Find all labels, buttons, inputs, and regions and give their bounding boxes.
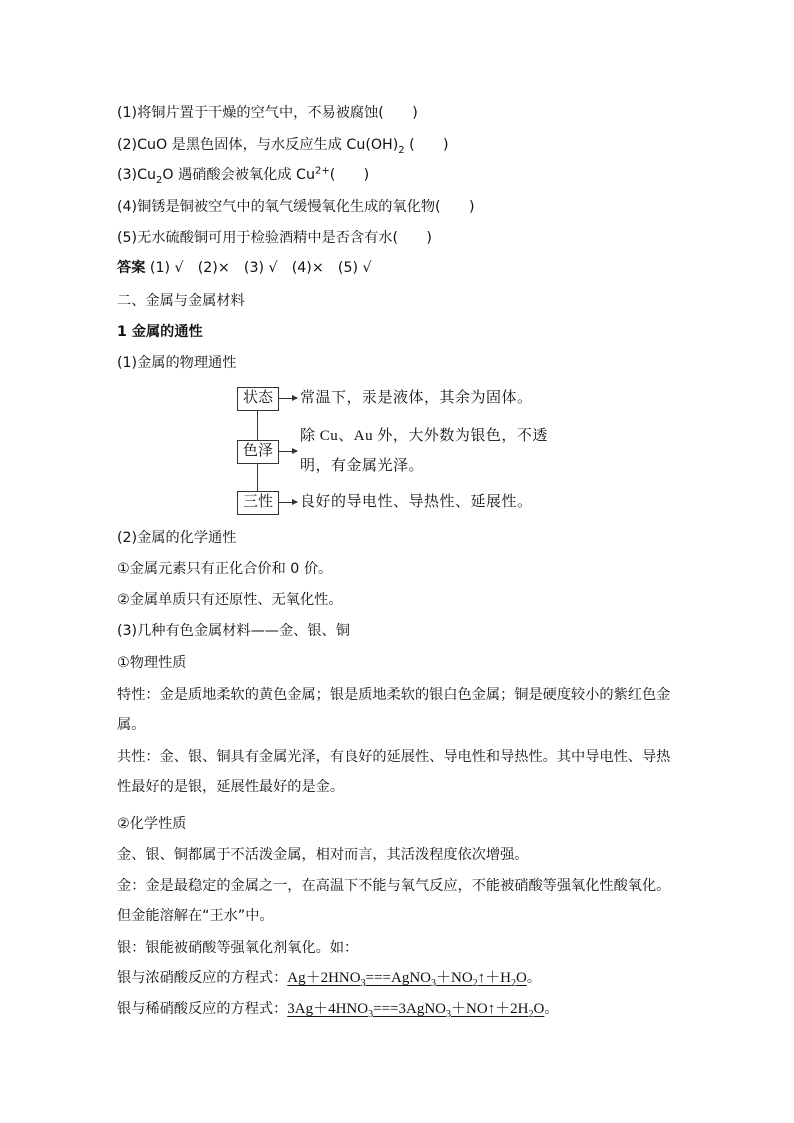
diagram-text-state: 常温下，汞是液体，其余为固体。 <box>300 390 533 406</box>
question-4: (4)铜锈是铜被空气中的氧气缓慢氧化生成的氧化物( ) <box>117 199 475 215</box>
section-title: 二、金属与金属材料 <box>117 293 245 309</box>
diagram-text-color-2: 明，有金属光泽。 <box>300 458 425 474</box>
subsection-physical: (1)金属的物理通性 <box>117 355 237 371</box>
question-5: (5)无水硫酸铜可用于检验酒精中是否含有水( ) <box>117 230 432 246</box>
diagram-box-state: 状态 <box>237 387 279 411</box>
answer-label: 答案 <box>117 260 146 276</box>
question-1: (1)将铜片置于干燥的空气中，不易被腐蚀( ) <box>117 105 418 121</box>
diagram-arrow-state <box>279 398 297 399</box>
diagram-arrow-color <box>279 451 297 452</box>
common-properties: 共性：金、银、铜具有金属光泽，有良好的延展性、导电性和导热性。其中导电性、导热性最好的是银，延展性最好的是金。 <box>117 749 671 795</box>
special-properties: 特性：金是质地柔软的黄色金属；银是质地柔软的银白色金属；铜是硬度较小的紫红色金属。 <box>117 687 671 733</box>
question-3: $(3)Cu_2O$ 遇硝酸会被氧化成 $Cu^{2+}$( ) <box>117 165 370 186</box>
chem-point-1: ①金属元素只有正化合价和 0 价。 <box>117 561 333 577</box>
equation-2: $3Ag+4HNO_3===3AgNO_3+NO↑+2H_2O$ <box>287 1001 545 1020</box>
chemical-heading: ②化学性质 <box>117 816 187 832</box>
chem-point-2: ②金属单质只有还原性、无氧化性。 <box>117 592 343 608</box>
question-2: (2)CuO 是黑色固体，与水反应生成 $Cu(OH)_2$ ( ) <box>117 137 449 156</box>
answer-values: (1) √ (2)× (3) √ (4)× (5) √ <box>149 260 372 276</box>
subsection-title: 1 金属的通性 <box>117 324 203 340</box>
physical-heading: ①物理性质 <box>117 655 187 671</box>
chem-heading: (2)金属的化学通性 <box>117 530 237 546</box>
diagram-box-three: 三性 <box>237 491 279 515</box>
equation-concentrated: 银与浓硝酸反应的方程式：$Ag+2HNO_3===AgNO_3+NO_2↑+H_2O$。 <box>117 970 542 989</box>
gold-text: 金：金是最稳定的金属之一，在高温下不能与氧气反应，不能被硝酸等强氧化性酸氧化。但金能溶解在“王水”中。 <box>117 878 671 924</box>
diagram-text-color-1: 除 Cu、Au 外，大外数为银色，不透 <box>300 428 548 444</box>
answer-line <box>117 258 372 278</box>
equation-dilute: 银与稀硝酸反应的方程式：$3Ag+4HNO_3===3AgNO_3+NO↑+2H_2O$。 <box>117 1001 559 1020</box>
diagram-box-color: 色泽 <box>237 440 279 464</box>
equation-1: $Ag+2HNO_3===AgNO_3+NO_2↑+H_2O$ <box>287 970 527 989</box>
nonferrous-heading: (3)几种有色金属材料——金、银、铜 <box>117 623 350 639</box>
diagram-arrow-three <box>279 502 297 503</box>
diagram-text-three: 良好的导电性、导热性、延展性。 <box>300 494 533 510</box>
silver-text: 银：银能被硝酸等强氧化剂氧化。如： <box>117 940 359 956</box>
activity-text: 金、银、铜都属于不活泼金属，相对而言，其活泼程度依次增强。 <box>117 847 529 863</box>
